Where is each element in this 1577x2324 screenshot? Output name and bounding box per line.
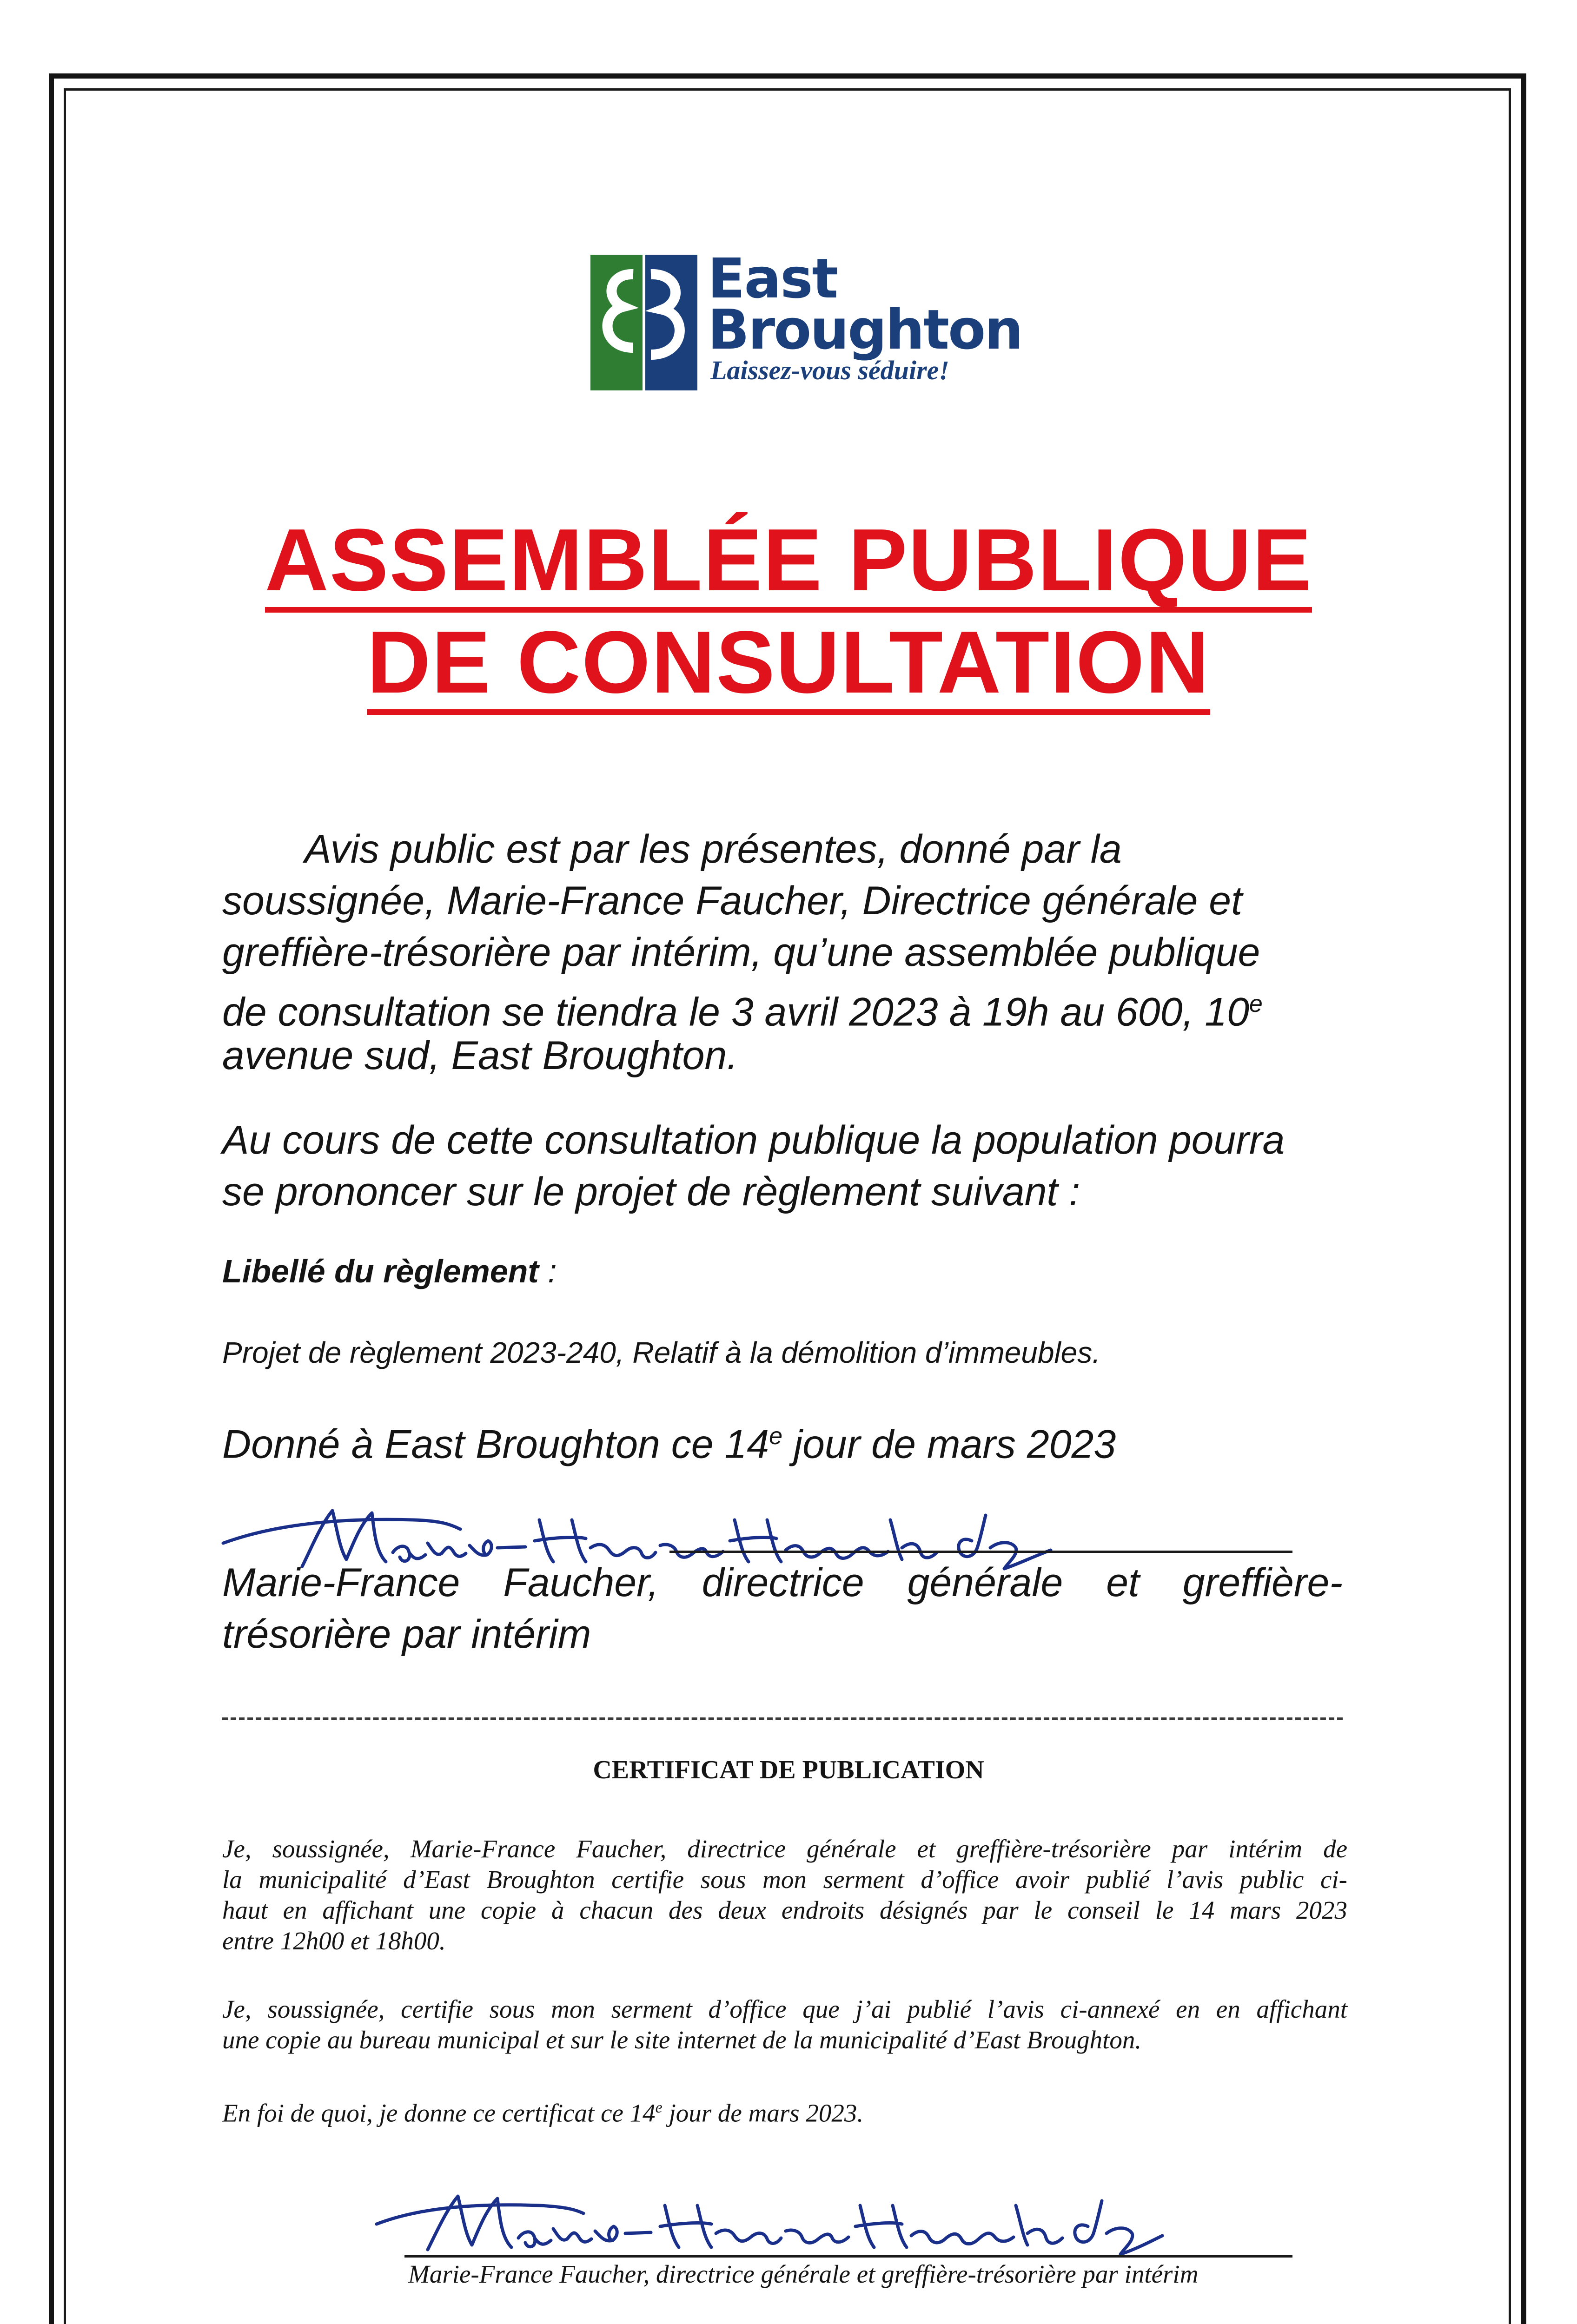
title-line-2-text: DE CONSULTATION bbox=[367, 618, 1210, 715]
cert-closing-post: jour de mars 2023. bbox=[662, 2099, 864, 2127]
cert-closing bbox=[222, 2093, 863, 2128]
signature-2-line bbox=[404, 2255, 1292, 2258]
given-date bbox=[222, 1411, 1116, 1471]
title-line-1 bbox=[0, 511, 1577, 613]
logo-name-line1: East bbox=[708, 246, 837, 310]
signature-2-handwritten-icon bbox=[372, 2180, 1162, 2259]
regulation-project: Projet de règlement 2023-240, Relatif à la démolition d’immeubles. bbox=[222, 1336, 1101, 1369]
notice-para1-line: soussignée, Marie-France Faucher, Directrice générale et bbox=[222, 878, 1243, 923]
notice-para1-line bbox=[222, 978, 1263, 1038]
superscript: e bbox=[1249, 990, 1263, 1017]
cert-para1-line: entre 12h00 et 18h00. bbox=[222, 1927, 446, 1955]
regulation-label-bold: Libellé du règlement bbox=[222, 1253, 539, 1289]
cert-signer: Marie-France Faucher, directrice générale et greffière-trésorière par intérim bbox=[408, 2260, 1199, 2288]
regulation-label-colon: : bbox=[538, 1253, 557, 1289]
logo-tagline: Laissez-vous séduire! bbox=[710, 355, 949, 385]
cert-para1-line: Je, soussignée, Marie-France Faucher, directrice générale et greffière-trésorière par intérim de bbox=[222, 1835, 1347, 1863]
signature-1-line bbox=[669, 1551, 1292, 1553]
given-date-post: jour de mars 2023 bbox=[782, 1422, 1116, 1467]
signer-line-2: trésorière par intérim bbox=[222, 1612, 591, 1657]
logo-name-line2: Broughton bbox=[708, 297, 1022, 362]
cert-para2-line: Je, soussignée, certifie sous mon serment d’office que j’ai publié l’avis ci-annexé en en affichant bbox=[222, 1995, 1347, 2023]
notice-para2-line: se prononcer sur le projet de règlement suivant : bbox=[222, 1169, 1080, 1214]
notice-para1-line: greffière-trésorière par intérim, qu’une assemblée publique bbox=[222, 930, 1260, 975]
title-line-2 bbox=[0, 613, 1577, 715]
regulation-label bbox=[222, 1255, 557, 1287]
east-broughton-logo-mark-icon bbox=[590, 255, 697, 390]
dashed-separator bbox=[222, 1717, 1343, 1720]
cert-para1-line: haut en affichant une copie à chacun des deux endroits désignés par le conseil le 14 mars 2023 bbox=[222, 1896, 1347, 1924]
superscript: e bbox=[655, 2099, 663, 2116]
title-line-1-text: ASSEMBLÉE PUBLIQUE bbox=[265, 516, 1312, 613]
cert-para1-line: la municipalité d’East Broughton certifie sous mon serment d’office avoir publié l’avis public ci- bbox=[222, 1865, 1347, 1894]
signer-line-1: Marie-France Faucher, directrice générale et greffière- bbox=[222, 1560, 1343, 1605]
notice-para2-line: Au cours de cette consultation publique la population pourra bbox=[222, 1118, 1285, 1162]
notice-para1-line: avenue sud, East Broughton. bbox=[222, 1033, 738, 1078]
cert-para2-line: une copie au bureau municipal et sur le site internet de la municipalité d’East Broughton. bbox=[222, 2026, 1142, 2054]
given-date-pre: Donné à East Broughton ce 14 bbox=[222, 1422, 769, 1467]
cert-closing-pre: En foi de quoi, je donne ce certificat ce 14 bbox=[222, 2099, 656, 2127]
certificate-heading: CERTIFICAT DE PUBLICATION bbox=[593, 1756, 984, 1784]
notice-para1-line-text: de consultation se tiendra le 3 avril 2023 à 19h au 600, 10 bbox=[222, 990, 1249, 1035]
notice-para1-line: Avis public est par les présentes, donné par la bbox=[305, 827, 1122, 872]
superscript: e bbox=[769, 1423, 783, 1450]
